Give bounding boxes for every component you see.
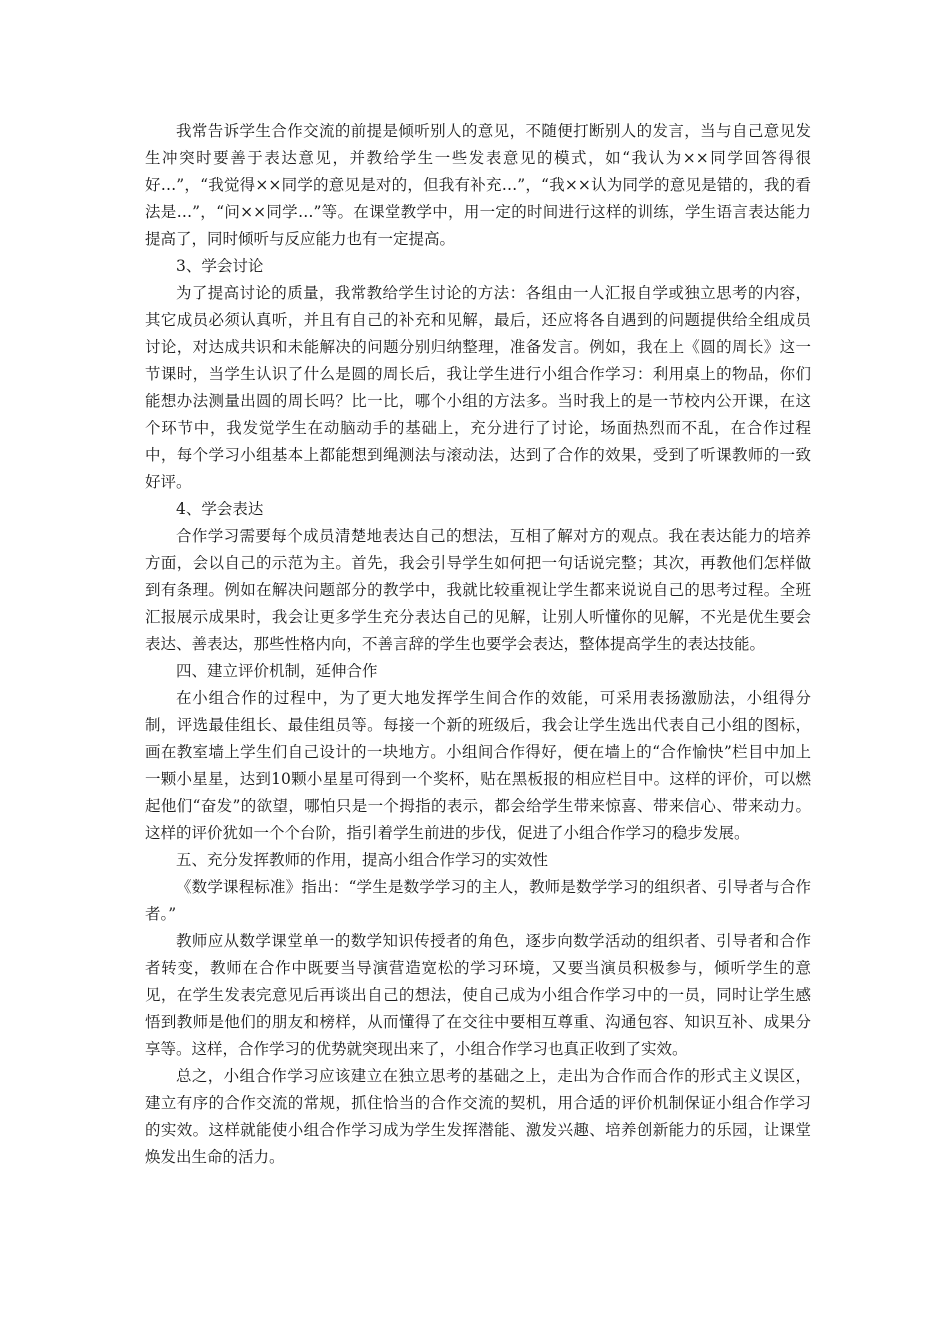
heading-evaluation: 四、建立评价机制，延伸合作 [176, 662, 378, 680]
paragraph-evaluation: 在小组合作的过程中，为了更大地发挥学生间合作的效能，可采用表扬激励法，小组得分制，评选最佳组长、最佳组员等。每接一个新的班级后，我会让学生选出代表自己小组的图标，画在教室墙上学生们自己设计的一块地方。小组间合作得好，便在墙上的“合作愉快”栏目中加上一颗小星星，达到10颗小星星可得到一个奖杯，贴在黑板报的相应栏目中。这样的评价，可以燃起他们“奋发”的欲望，哪怕只是一个拇指的表示，都会给学生带来惊喜、带来信心、带来动力。这样的评价犹如一个个台阶，指引着学生前进的步伐，促进了小组合作学习的稳步发展。 [145, 689, 811, 842]
paragraph-conclusion: 总之，小组合作学习应该建立在独立思考的基础之上，走出为合作而合作的形式主义误区，建立有序的合作交流的常规，抓住恰当的合作交流的契机，用合适的评价机制保证小组合作学习的实效。这样就能使小组合作学习成为学生发挥潜能、激发兴趣、培养创新能力的乐园，让课堂焕发出生命的活力。 [145, 1067, 811, 1166]
paragraph-discussion: 为了提高讨论的质量，我常教给学生讨论的方法：各组由一人汇报自学或独立思考的内容，其它成员必须认真听，并且有自己的补充和见解，最后，还应将各自遇到的问题提供给全组成员讨论，对达成共识和未能解决的问题分别归纳整理，准备发言。例如，我在上《圆的周长》这一节课时，当学生认识了什么是圆的周长后，我让学生进行小组合作学习：利用桌上的物品，你们能想办法测量出圆的周长吗？比一比，哪个小组的方法多。当时我上的是一节校内公开课，在这个环节中，我发觉学生在动脑动手的基础上，充分进行了讨论，场面热烈而不乱，在合作过程中，每个学习小组基本上都能想到绳测法与滚动法，达到了合作的效果，受到了听课教师的一致好评。 [145, 284, 811, 491]
paragraph-teacher-role: 教师应从数学课堂单一的数学知识传授者的角色，逐步向数学活动的组织者、引导者和合作者转变，教师在合作中既要当导演营造宽松的学习环境，又要当演员积极参与，倾听学生的意见，在学生发表完意见后再谈出自己的想法，使自己成为小组合作学习中的一员，同时让学生感悟到教师是他们的朋友和榜样，从而懂得了在交往中要相互尊重、沟通包容、知识互补、成果分享等。这样，合作学习的优势就突现出来了，小组合作学习也真正收到了实效。 [145, 932, 811, 1058]
heading-teacher-role: 五、充分发挥教师的作用，提高小组合作学习的实效性 [176, 851, 549, 869]
paragraph-curriculum-quote: 《数学课程标准》指出：“学生是数学学习的主人，教师是数学学习的组织者、引导者与合作者。” [145, 878, 811, 923]
paragraph-expression: 合作学习需要每个成员清楚地表达自己的想法，互相了解对方的观点。我在表达能力的培养方面，会以自己的示范为主。首先，我会引导学生如何把一句话说完整；其次，再教他们怎样做到有条理。例如在解决问题部分的教学中，我就比较重视让学生都来说说自己的思考过程。全班汇报展示成果时，我会让更多学生充分表达自己的见解，让别人听懂你的见解，不光是优生要会表达、善表达，那些性格内向，不善言辞的学生也要学会表达，整体提高学生的表达技能。 [145, 527, 811, 653]
heading-expression: 4、学会表达 [176, 500, 264, 518]
document-body [145, 118, 811, 1171]
heading-discussion: 3、学会讨论 [176, 257, 264, 275]
paragraph-listening: 我常告诉学生合作交流的前提是倾听别人的意见，不随便打断别人的发言，当与自己意见发生冲突时要善于表达意见，并教给学生一些发表意见的模式，如“我认为××同学回答得很好…”，“我觉得××同学的意见是对的，但我有补充…”，“我××认为同学的意见是错的，我的看法是…”，“问××同学…”等。在课堂教学中，用一定的时间进行这样的训练，学生语言表达能力提高了，同时倾听与反应能力也有一定提高。 [145, 122, 811, 248]
